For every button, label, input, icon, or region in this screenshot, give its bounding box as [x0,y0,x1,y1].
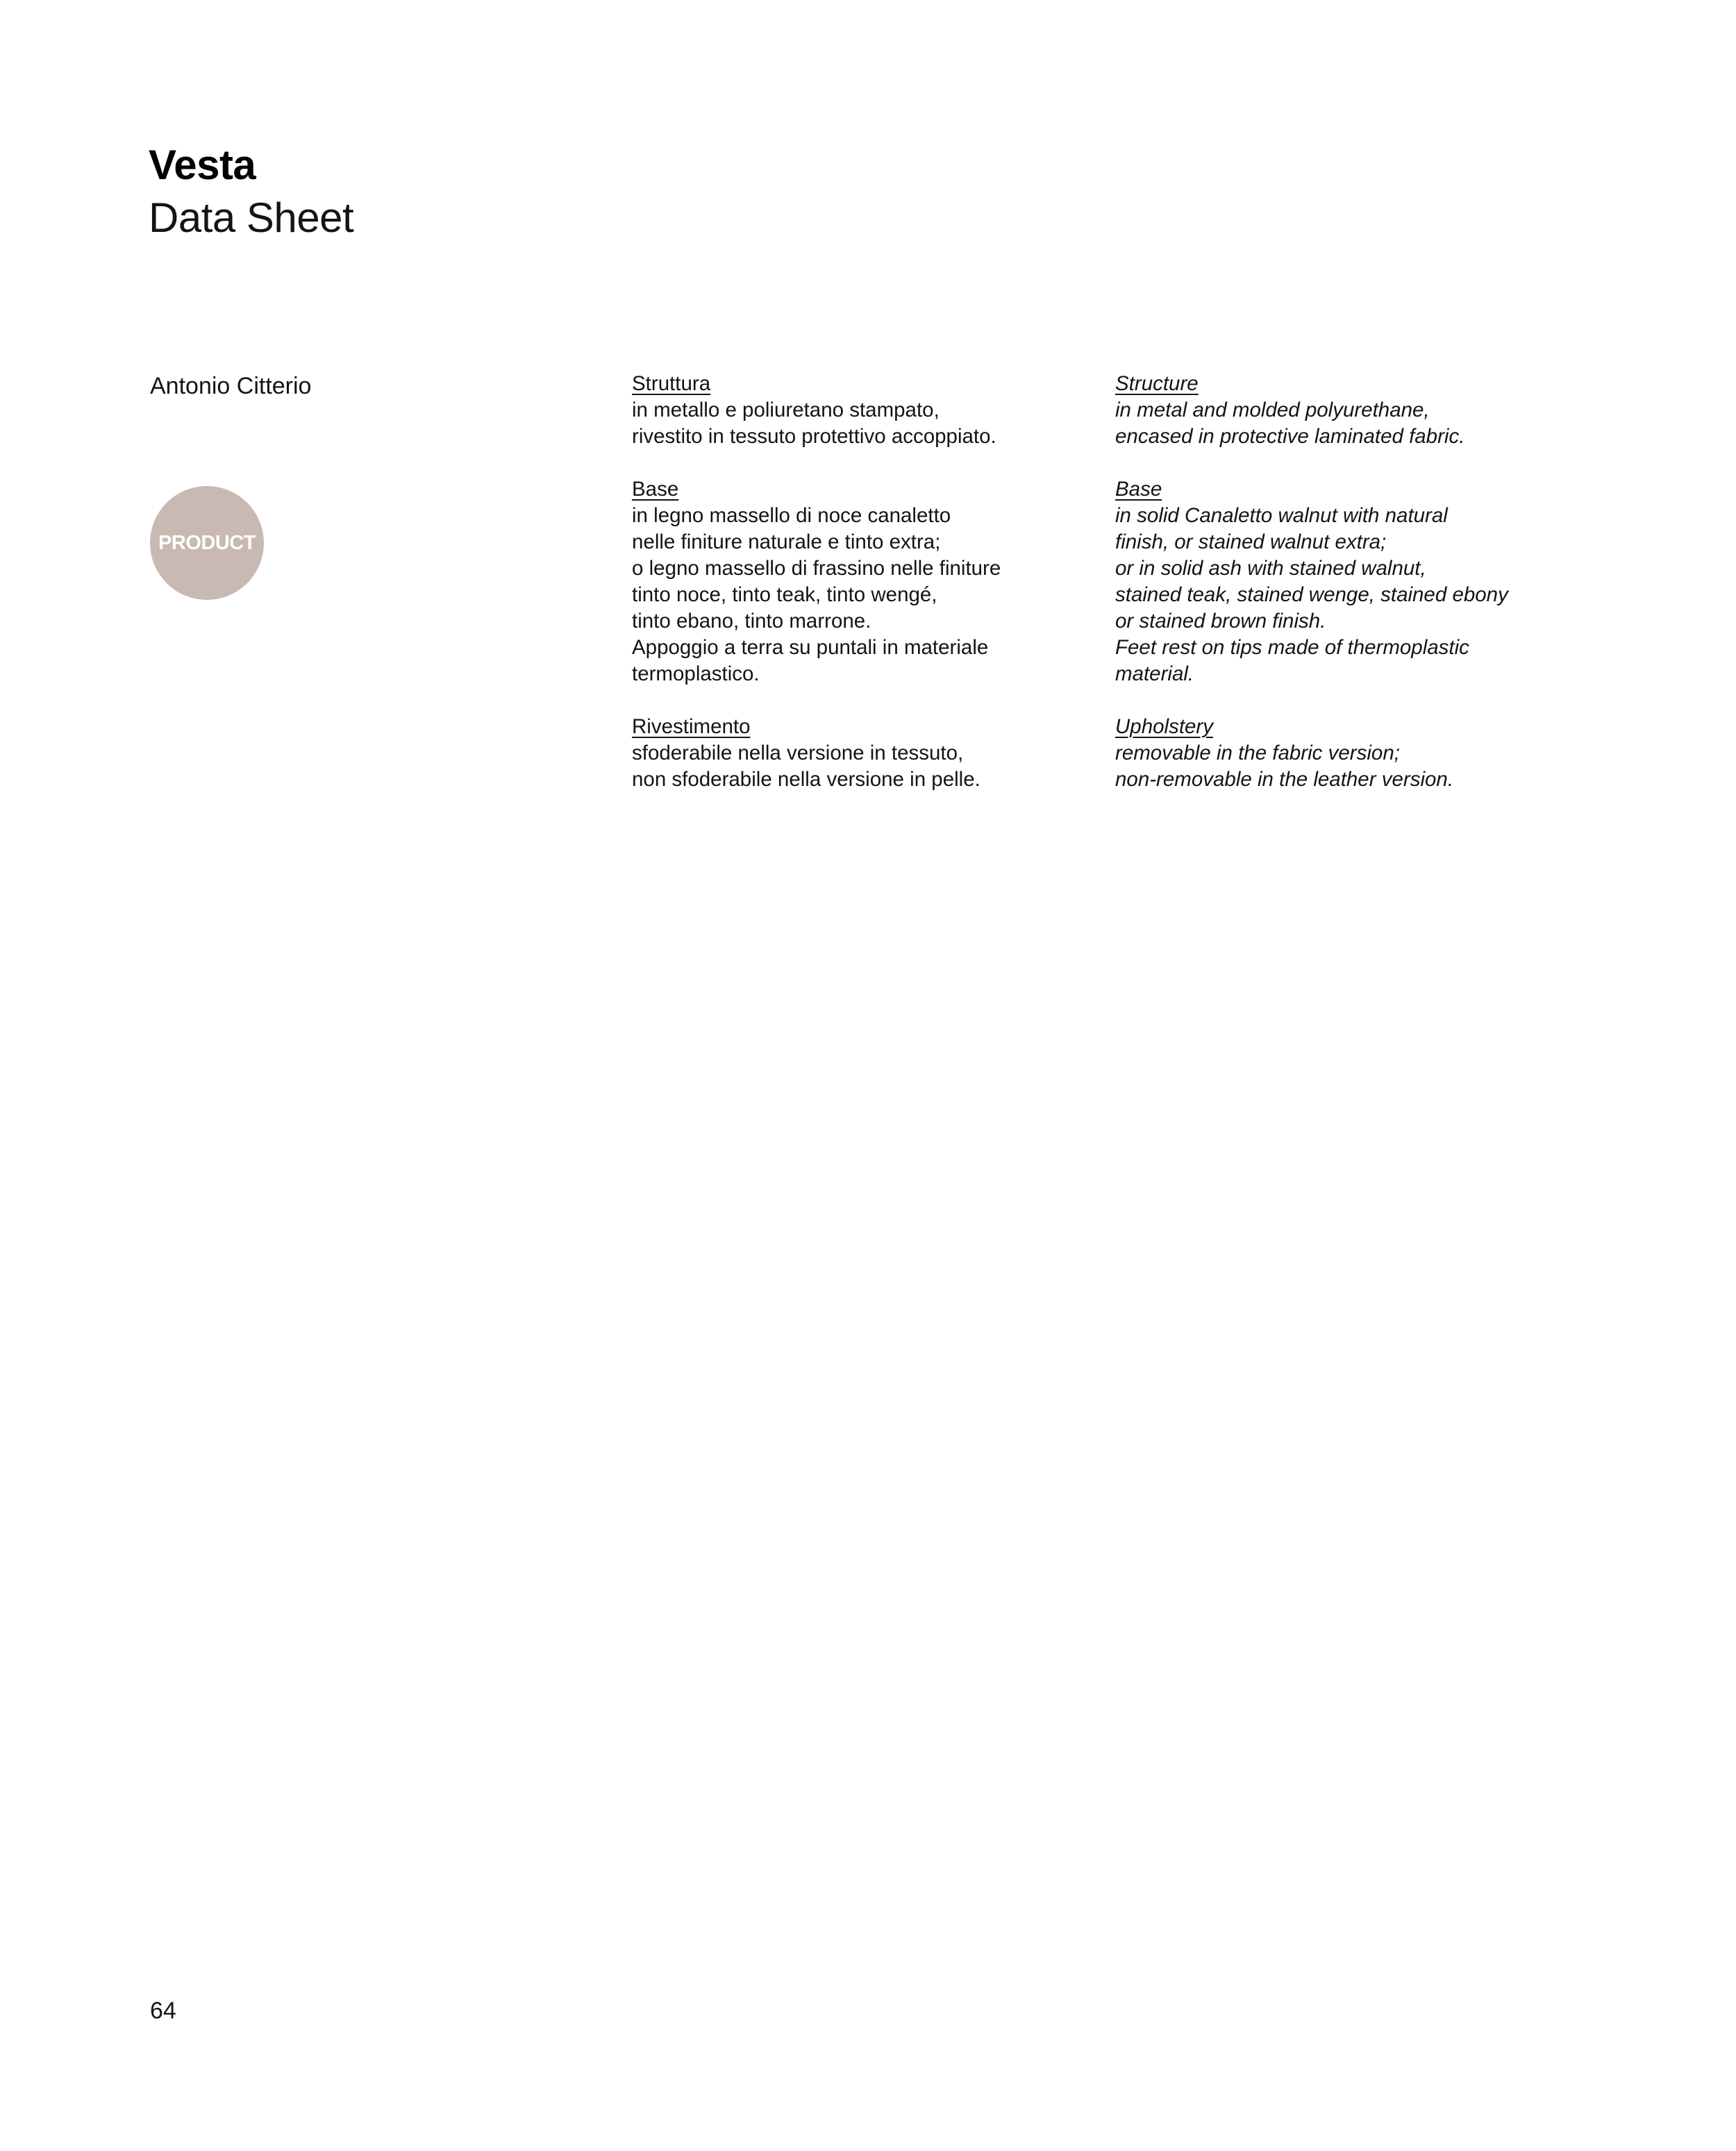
section-structure-it [632,371,1090,450]
text-line: in metal and molded polyurethane, [1115,399,1430,421]
product-badge [150,486,264,600]
italian-column [632,371,1090,793]
page-subtitle: Data Sheet [149,194,354,241]
text-line: non-removable in the leather version. [1115,768,1454,791]
section-structure-en [1115,371,1615,450]
english-column [1115,371,1615,793]
text-line: nelle finiture naturale e tinto extra; [632,530,941,553]
text-line: in metallo e poliuretano stampato, [632,399,940,421]
page-number: 64 [150,1998,176,2024]
text-line: material. [1115,662,1194,685]
text-line: finish, or stained walnut extra; [1115,530,1387,553]
text-line: Appoggio a terra su puntali in materiale [632,636,989,659]
text-line: encased in protective laminated fabric. [1115,425,1465,448]
text-line: sfoderabile nella versione in tessuto, [632,742,964,764]
text-line: stained teak, stained wenge, stained ebony [1115,583,1508,606]
section-upholstery-it [632,714,1090,793]
text-line: in solid Canaletto walnut with natural [1115,504,1448,527]
text-line: non sfoderabile nella versione in pelle. [632,768,980,791]
section-heading: Base [1115,478,1162,501]
section-heading: Structure [1115,372,1199,395]
text-line: or in solid ash with stained walnut, [1115,557,1426,580]
text-line: or stained brown finish. [1115,610,1326,633]
page-title: Vesta [149,142,256,188]
section-upholstery-en [1115,714,1615,793]
text-line: tinto noce, tinto teak, tinto wengé, [632,583,937,606]
text-line: in legno massello di noce canaletto [632,504,951,527]
section-base-en [1115,476,1615,687]
text-line: removable in the fabric version; [1115,742,1400,764]
designer-name: Antonio Citterio [150,373,312,399]
product-badge-label: PRODUCT [158,531,256,554]
section-heading: Base [632,478,679,501]
section-heading: Struttura [632,372,711,395]
section-heading: Rivestimento [632,715,751,738]
text-line: tinto ebano, tinto marrone. [632,610,871,633]
text-line: Feet rest on tips made of thermoplastic [1115,636,1469,659]
text-line: termoplastico. [632,662,760,685]
text-line: o legno massello di frassino nelle finiture [632,557,1001,580]
section-base-it [632,476,1090,687]
page-header [149,139,353,244]
section-heading: Upholstery [1115,715,1214,738]
text-line: rivestito in tessuto protettivo accoppiato. [632,425,996,448]
